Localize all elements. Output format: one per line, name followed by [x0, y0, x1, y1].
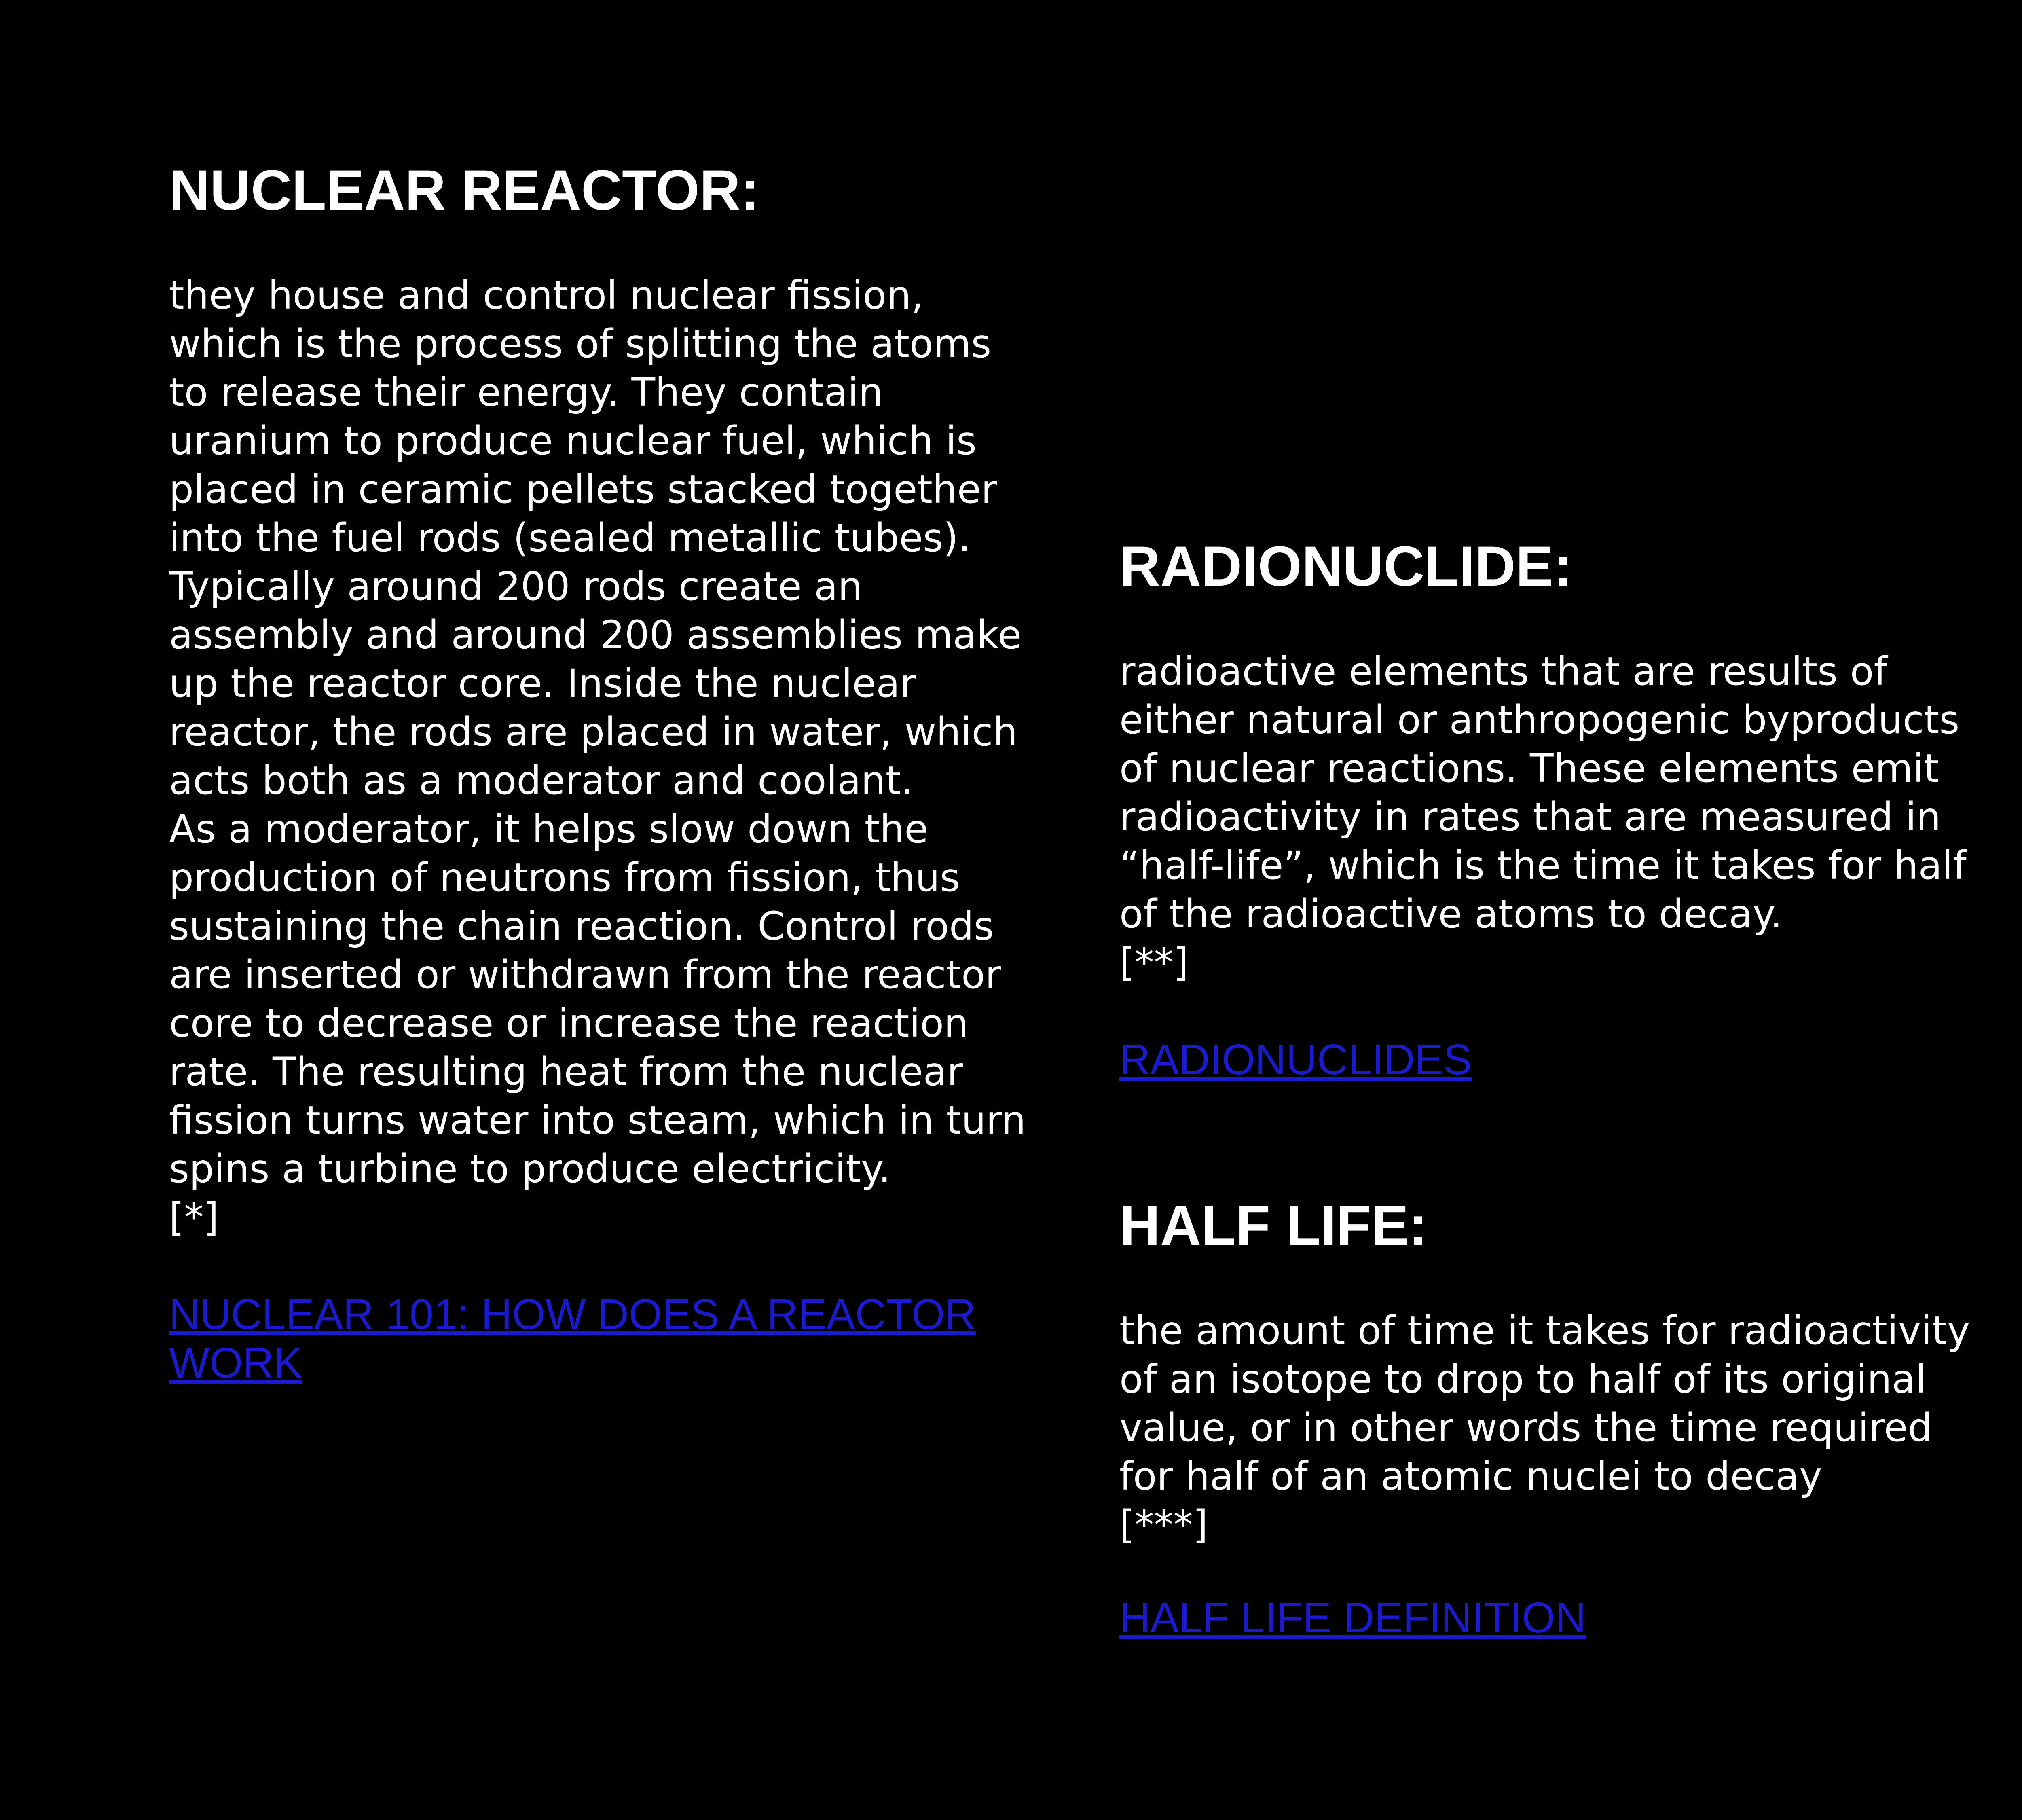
half-life-line: for half of an atomic nuclei to decay: [1119, 1454, 1822, 1499]
nuclear-reactor-line: rate. The resulting heat from the nuclear: [169, 1049, 963, 1094]
radionuclide-line: radioactivity in rates that are measured in: [1119, 794, 1941, 840]
nuclear-reactor-line: sustaining the chain reaction. Control rods: [169, 904, 994, 949]
radionuclide-line: either natural or anthropogenic byproducts: [1119, 697, 1960, 743]
nuclear-reactor-line: [*]: [169, 1195, 219, 1240]
nuclear-reactor-line: placed in ceramic pellets stacked together: [169, 467, 997, 512]
nuclear-reactor-line: acts both as a moderator and coolant.: [169, 758, 913, 803]
radionuclide-line: radioactive elements that are results of: [1119, 649, 1888, 694]
half-life-line: of an isotope to drop to half of its original: [1119, 1357, 1927, 1402]
nuclear-reactor-line: up the reactor core. Inside the nuclear: [169, 661, 916, 706]
nuclear-101-link-line[interactable]: NUCLEAR 101: HOW DOES A REACTOR: [169, 1291, 976, 1338]
nuclear-reactor-line: are inserted or withdrawn from the reactor: [169, 952, 1001, 997]
nuclear-reactor-line: reactor, the rods are placed in water, which: [169, 709, 1018, 755]
radionuclides-link[interactable]: RADIONUCLIDES: [1119, 1036, 1472, 1084]
nuclear-reactor-line: fission turns water into steam, which in turn: [169, 1098, 1026, 1143]
radionuclide-line: “half-life”, which is the time it takes for half: [1119, 843, 1967, 888]
half-life-heading: HALF LIFE:: [1119, 1194, 1428, 1257]
nuclear-101-link-line[interactable]: WORK: [169, 1339, 302, 1387]
nuclear-reactor-line: core to decrease or increase the reaction: [169, 1001, 969, 1046]
nuclear-reactor-line: into the fuel rods (sealed metallic tubes).: [169, 515, 971, 561]
nuclear-reactor-line: spins a turbine to produce electricity.: [169, 1146, 891, 1191]
nuclear-reactor-line: Typically around 200 rods create an: [169, 564, 863, 609]
radionuclide-line: [**]: [1119, 940, 1189, 985]
radionuclide-body: [1119, 647, 1967, 987]
nuclear-reactor-line: they house and control nuclear fission,: [169, 273, 924, 318]
half-life-body: [1119, 1306, 1970, 1549]
nuclear-reactor-line: As a moderator, it helps slow down the: [169, 806, 929, 852]
nuclear-reactor-line: uranium to produce nuclear fuel, which is: [169, 418, 977, 463]
radionuclide-line: of the radioactive atoms to decay.: [1119, 891, 1783, 937]
nuclear-101-link[interactable]: [169, 1290, 976, 1387]
nuclear-reactor-body: [169, 271, 1026, 1242]
half-life-definition-link[interactable]: HALF LIFE DEFINITION: [1119, 1594, 1586, 1642]
nuclear-reactor-line: which is the process of splitting the atoms: [169, 321, 992, 366]
radionuclide-line: of nuclear reactions. These elements emit: [1119, 746, 1939, 791]
half-life-line: [***]: [1119, 1502, 1208, 1547]
radionuclide-heading: RADIONUCLIDE:: [1119, 534, 1572, 598]
nuclear-reactor-line: production of neutrons from fission, thus: [169, 855, 960, 900]
nuclear-reactor-heading: NUCLEAR REACTOR:: [169, 158, 759, 222]
half-life-line: value, or in other words the time required: [1119, 1405, 1933, 1450]
nuclear-reactor-line: assembly and around 200 assemblies make: [169, 612, 1022, 658]
nuclear-reactor-line: to release their energy. They contain: [169, 370, 883, 415]
half-life-line: the amount of time it takes for radioactivity: [1119, 1308, 1970, 1353]
